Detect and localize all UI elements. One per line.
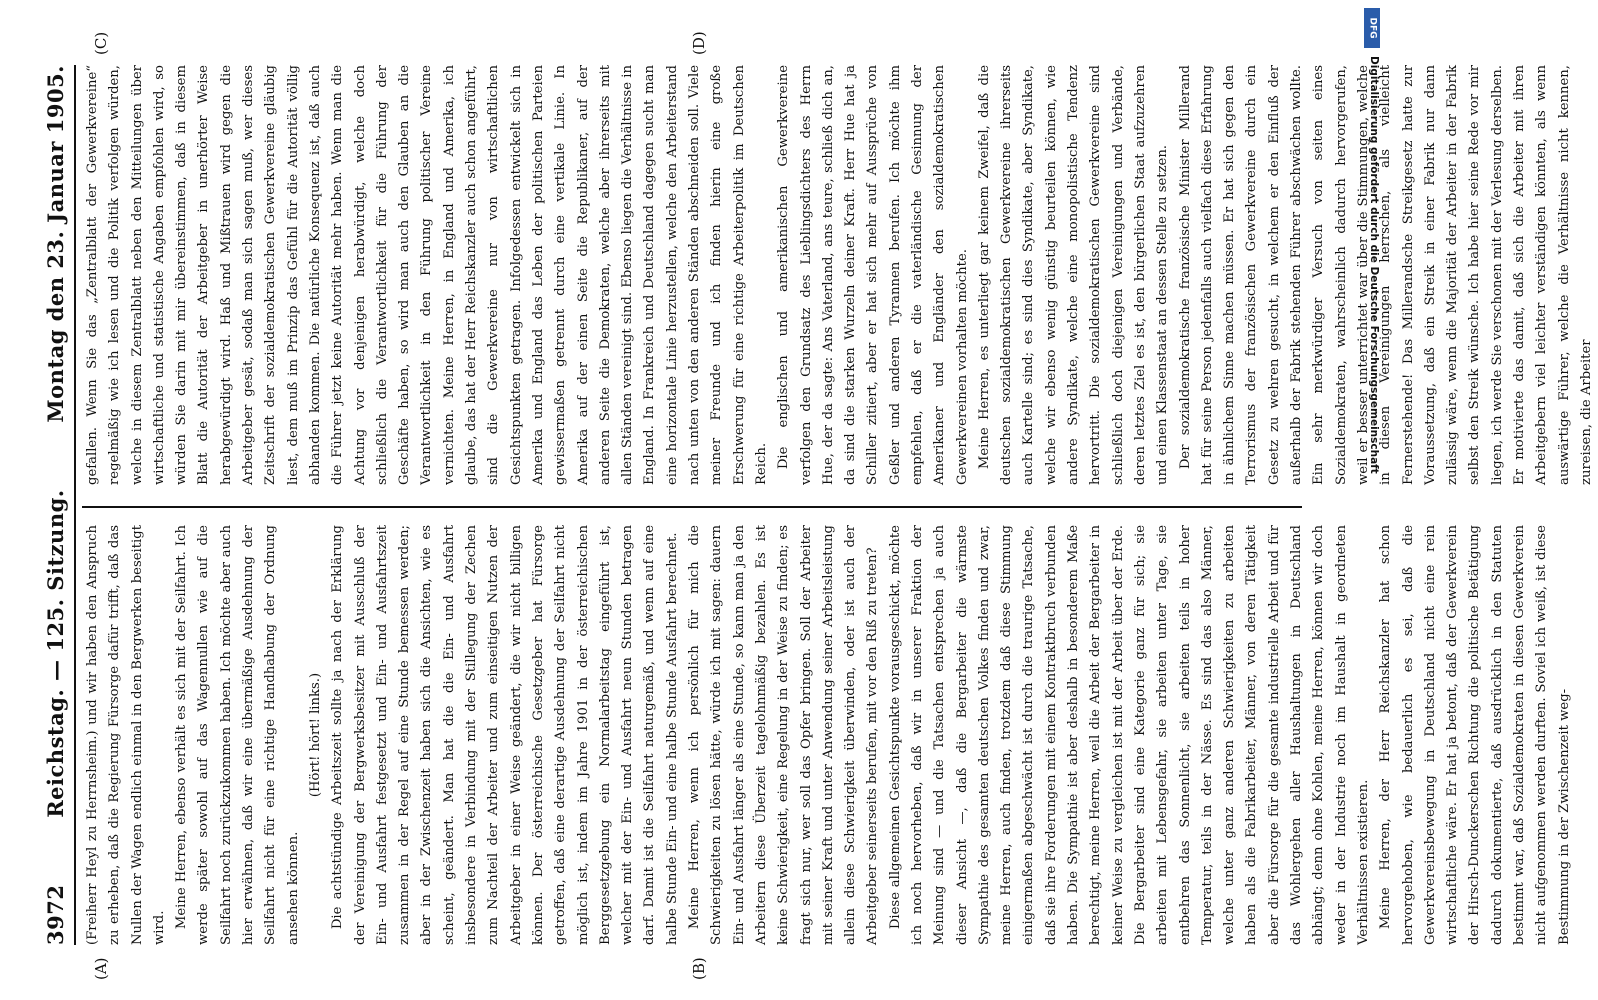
right-paragraph: Meine Herren, es unterliegt gar keinem Zweifel, daß die deutschen sozialdemokratischen Gewerkvereine ihrerseits auch Kartelle sind; es sind dies Syndikate, aber Syndikate, welche wir ebenso wenig günstig beurteilen können, wie andere Syndikate, welche eine monopolistische Tendenz hervortritt. Die sozialdemokratischen Gewerkvereine sind schließlich doch diejenigen Vereinigungen und Verbände, deren letztes Ziel es ist, den bürgerlichen Staat aufzuzehren und einen Klassenstaat an dessen Stelle zu setzen. bbox=[976, 65, 1171, 485]
dfg-logo: DFG bbox=[1367, 17, 1378, 39]
margin-marker-b: (B) bbox=[690, 957, 708, 980]
margin-marker-a: (A) bbox=[92, 957, 110, 980]
left-paragraph: Diese allgemeinen Gesichtspunkte vorausgeschickt, möchte ich noch hervorheben, daß wir in unserer Fraktion der Meinung sind — und die Tatsachen entsprechen ja auch dieser Ansicht —, daß die Bergarbeiter die wärmste Sympathie des gesamten deutschen Volkes finden und zwar, meine Herren, auch finden, trotzdem daß diese Stimmung einigermaßen abgeschwächt ist durch die traurige Tatsache, daß sie ihre Forderungen mit einem Kontraktbruch verbunden haben. Die Sympathie ist aber deshalb in besonderem Maße berechtigt, meine Herren, weil die Arbeit der Bergarbeiter in keiner Weise zu vergleichen ist mit der Arbeit über der Erde. Die Bergarbeiter sind eine Kategorie ganz für sich; sie arbeiten mit Lebensgefahr, sie arbeiten unter Tage, sie entbehren das Sonnenlicht, sie arbeiten teils in hoher Temperatur, teils in der Nässe. Es sind das also Männer, welche unter ganz anderen Schwierigkeiten zu arbeiten haben als die Fabrikarbeiter, Männer, von deren Tätigkeit aber die Fürsorge für die gesamte industrielle Arbeit und für das Wohlergehen aller Haushaltungen in Deutschland abhängt; denn ohne Kohlen, meine Herren, können wir doch weder in der Industrie noch im Haushalt in geordneten Verhältnissen existieren. bbox=[887, 525, 1371, 945]
interjection: (Hört! hört! links.) bbox=[307, 672, 323, 798]
left-paragraph: Meine Herren, der Herr Reichskanzler hat schon hervorgehoben, wie bedauerlich es sei, daß die Gewerkvereinsbewegung in Deutschland nicht eine rein wirtschaftliche wäre. Er hat ja betont, daß der Gewerkverein der Hirsch-Dunckerschen Richtung die politische Betätigung dadurch dokumentierte, daß ausdrücklich in den Statuten bestimmt war, daß Sozialdemokraten in diesen Gewerkverein nicht aufgenommen werden durften. Soviel ich weiß, ist diese Bestimmung in der Zwischenzeit weg- bbox=[1378, 525, 1572, 945]
left-paragraph: Meine Herren, wenn ich persönlich für mich die Schwierigkeiten zu lösen hätte, würde ich mit sagen: dauern Ein- und Ausfahrt länger als eine Stunde, so kann man ja den Arbeitern diese Überzeit tagelohnmäßig bezahlen. Es ist keine Schwierigkeit, eine Regelung in der Weise zu finden; es fragt sich nur, wer soll das Opfer bringen. Soll der Arbeiter mit seiner Kraft und unter Anwendung seiner Arbeitsleistung allein diese Schwierigkeit überwinden, oder ist auch der Arbeitgeber seinerseits berufen, mit vor den Riß zu treten? bbox=[687, 525, 881, 945]
page-header bbox=[38, 65, 72, 945]
session-title: Reichstag. — 125. Sitzung. bbox=[42, 489, 68, 818]
left-paragraph: (Freiherr Heyl zu Herrnsheim.) und wir haben den Anspruch zu erheben, daß die Regierung Fürsorge dafür trifft, daß das Nullen der Wagen endlich einmal in den Bergwerken beseitigt wird. bbox=[85, 525, 167, 945]
header-rule bbox=[74, 65, 76, 945]
right-paragraph: Der sozialdemokratische französische Minister Millerand hat für seine Person jedenfalls auch vielfach diese Erfahrung in ähnlichem Sinne machen müssen. Er hat sich gegen den Terrorismus der französischen Gewerkvereine durch ein Gesetz zu wehren gesucht, in welchem er den Einfluß der außerhalb der Fabrik stehenden Führer abschwächen wollte. Ein sehr merkwürdiger Versuch von seiten eines Sozialdemokraten, wahrscheinlich dadurch hervorgerufen, weil er besser unterrichtet war über die Stimmungen, welche in diesen Vereinigungen herrschen, als vielleicht Fernerstehende! Das Millerandsche Streikgesetz hatte zur Voraussetzung, daß ein Streik in einer Fabrik nur dann zulässig wäre, wenn die Majorität der Arbeiter in der Fabrik selbst den Streik wünsche. Ich habe hier seine Rede vor mir liegen, ich werde Sie verschonen mit der Verlesung derselben. Er motivierte das damit, daß sich die Arbeiter mit ihren Arbeitgebern viel leichter verständigen könnten, als wenn auswärtige Führer, welche die Verhältnisse nicht kennen, zureisen, die Arbeiter bbox=[1177, 65, 1594, 485]
right-paragraph: gefallen. Wenn Sie das „Zentralblatt der Gewerkvereine“ regelmäßig wie ich lesen und die Politik verfolgen würden, welche in diesem Zentralblatt neben den Mitteilungen über wirtschaftliche und statistische Angaben empfohlen wird, so würden Sie darin mit mir übereinstimmen, daß in diesem Blatt die Autorität der Arbeitgeber in unerhörter Weise herabgewürdigt wird. Haß und Mißtrauen wird gegen die Arbeitgeber gesät, sodaß man sich sagen muß, wer dieses Zeitschrift der sozialdemokratischen Gewerkvereine gläubig liest, dem muß im Prinzip das Gefühl für die Autorität völlig abhanden kommen. Die natürliche Konsequenz ist, daß auch die Führer jetzt keine Autorität mehr haben. Wenn man die Achtung vor denjenigen herabwürdigt, welche doch schließlich die Verantwortlichkeit für die Führung der Geschäfte haben, so wird man auch den Glauben an die Verantwortlichkeit in den Führung politischer Vereine vernichten. Meine Herren, in England und Amerika, ich glaube, das hat der Herr Reichskanzler auch schon angeführt, sind die Gewerkvereine nur von wirtschaftlichen Gesichtspunkten getragen. Infolgedessen entwickelt sich in Amerika und England das Leben der politischen Parteien gewissermaßen getrennt durch eine vertikale Linie. In Amerika auf der einen Seite die Republikaner, auf der anderen Seite die Demokraten, welche aber ihrerseits mit allen Ständen vereinigt sind. Ebenso liegen die Verhältnisse in England. In Frankreich und Deutschland dagegen sucht man eine horizontale Linie herzustellen, welche den Arbeiterstand nach unten von den anderen Ständen abschneiden soll. Viele meiner Freunde und ich finden hierin eine große Erschwerung für eine richtige Arbeiterpolitik im Deutschen Reich. bbox=[85, 65, 769, 485]
left-column bbox=[82, 525, 1572, 945]
digitization-credit: Digitalisierung gefördert durch die Deutsche Forschungsgemeinschaft bbox=[1368, 56, 1380, 474]
margin-marker-d: (D) bbox=[690, 31, 708, 55]
credit-strip bbox=[1362, 0, 1382, 1000]
page-number: 3972 bbox=[42, 884, 68, 945]
session-date: Montag den 23. Januar 1905. bbox=[42, 65, 68, 423]
right-paragraph: Die englischen und amerikanischen Gewerkvereine verfolgen den Grundsatz des Lieblingsdichters des Herrn Hue, der da sagte: Ans Vaterland, ans teure, schließ dich an, da sind die starken Wurzeln deiner Kraft. Herr Hue hat ja Schiller zitiert, aber er hat sich mehr auf Aussprüche von Geßler und anderen Tyrannen berufen. Ich möchte ihm empfehlen, daß er die vaterländische Gesinnung der Amerikaner und Engländer den sozialdemokratischen Gewerkvereinen vorhalten möchte. bbox=[776, 65, 970, 485]
margin-marker-c: (C) bbox=[92, 31, 110, 55]
column-divider bbox=[82, 506, 1302, 508]
left-paragraph: Die achtstündige Arbeitszeit sollte ja nach der Erklärung der Vereinigung der Bergwerksbesitzer mit Ausschluß der Ein- und Ausfahrt festgesetzt und Ein- und Ausfahrtszeit zusammen in der Regel auf eine Stunde bemessen werden; aber in der Zwischenzeit haben sich die Ansichten, wie es scheint, geändert. Man hat die die Ein- und Ausfahrt insbesondere in Verbindung mit der Stillegung der Zechen zum Nachteil der Arbeiter und zum einseitigen Nutzen der Arbeitgeber in einer Weise geändert, die wir nicht billigen können. Der österreichische Gesetzgeber hat Fürsorge getroffen, daß eine derartige Ausdehnung der Seilfahrt nicht möglich ist, indem im Jahre 1901 in der österreichischen Berggesetzgebung ein Normalarbeitstag eingeführt ist, welcher mit der Ein- und Ausfahrt neun Stunden betragen darf. Damit ist die Seilfahrt naturgemäß, und wenn auf eine halbe Stunde Ein- und eine halbe Stunde Ausfahrt berechnet. bbox=[330, 525, 680, 945]
left-paragraph: Meine Herren, ebenso verhält es sich mit der Seilfahrt. Ich werde später sowohl auf das Wagennullen wie auf die Seilfahrt noch zurückzukommen haben. Ich möchte aber auch hier erwähnen, daß wir eine übermäßige Ausdehnung der Seilfahrt nicht für eine richtige Handhabung der Ordnung ansehen können. bbox=[174, 525, 301, 945]
